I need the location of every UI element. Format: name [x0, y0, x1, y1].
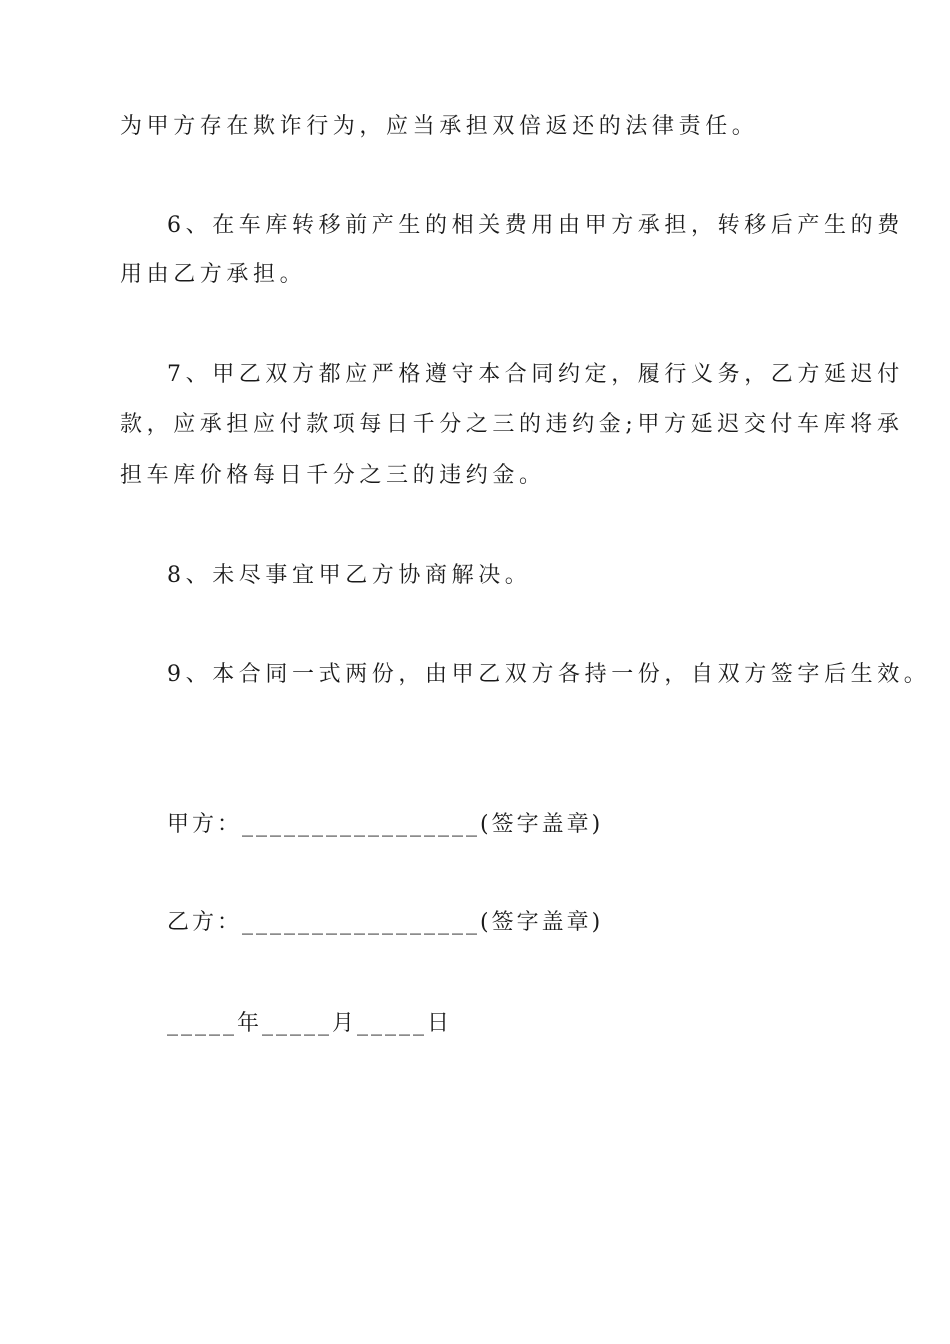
- clause-8: 8、未尽事宜甲乙方协商解决。: [167, 563, 532, 588]
- clause-6-line-1: 6、在车库转移前产生的相关费用由甲方承担，转移后产生的费: [167, 213, 904, 238]
- clause-5-continuation: 为甲方存在欺诈行为，应当承担双倍返还的法律责任。: [120, 114, 759, 139]
- party-a-signature-line: 甲方：_________________(签字盖章): [167, 812, 604, 837]
- clause-9: 9、本合同一式两份，由甲乙双方各持一份，自双方签字后生效。: [167, 662, 931, 687]
- party-b-signature-line: 乙方：_________________(签字盖章): [167, 910, 604, 935]
- clause-7-line-2: 款，应承担应付款项每日千分之三的违约金;甲方延迟交付车库将承: [120, 412, 904, 437]
- date-line: _____年_____月_____日: [167, 1011, 453, 1036]
- clause-7-line-3: 担车库价格每日千分之三的违约金。: [120, 463, 546, 488]
- clause-7-line-1: 7、甲乙双方都应严格遵守本合同约定，履行义务，乙方延迟付: [167, 362, 904, 387]
- clause-6-line-2: 用由乙方承担。: [120, 262, 307, 287]
